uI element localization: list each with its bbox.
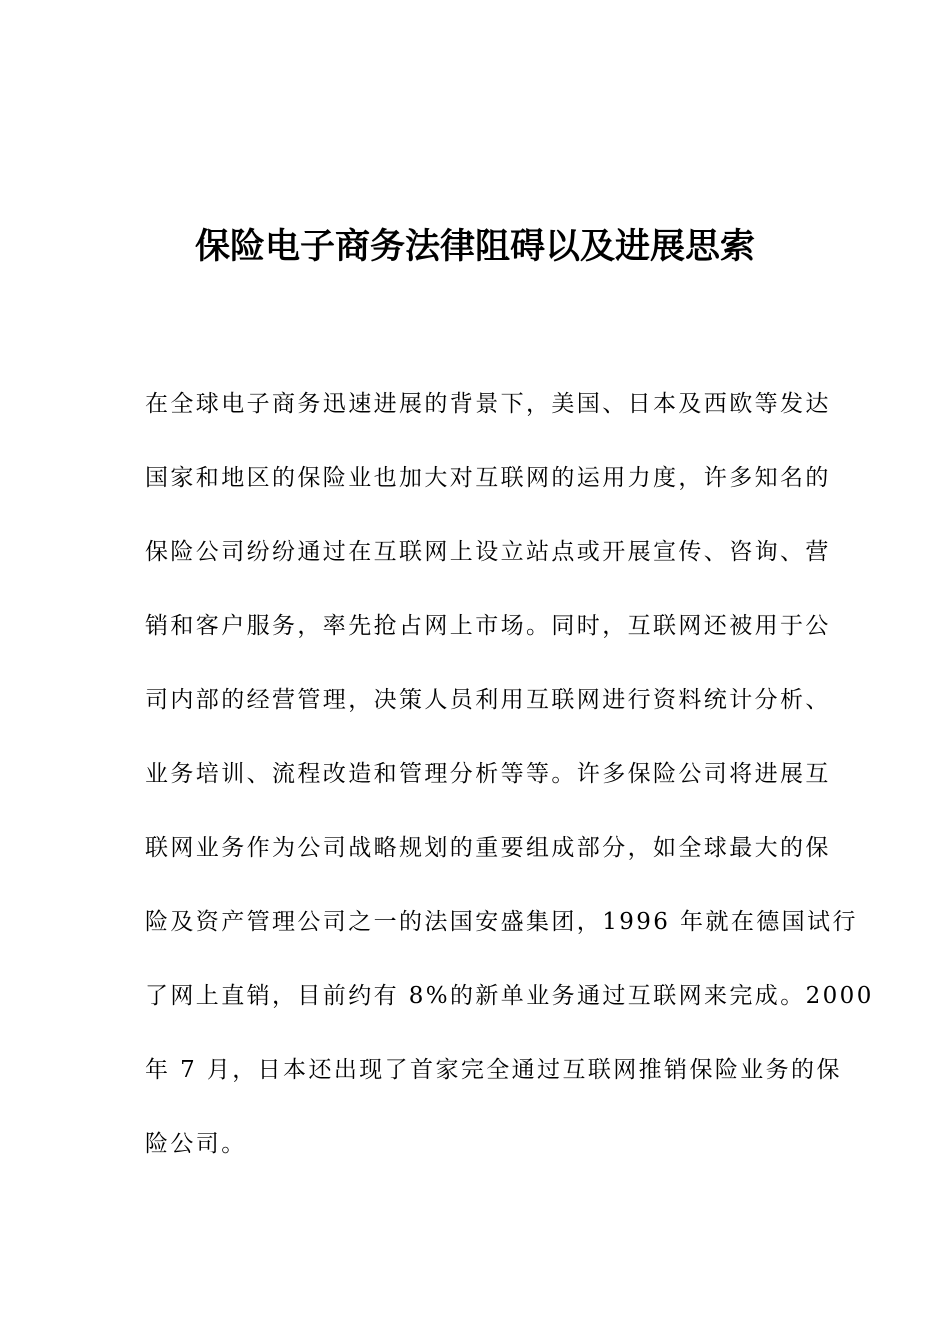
paragraph-line-11: 险公司。 [145, 1131, 247, 1157]
paragraph-line-3: 保险公司纷纷通过在互联网上设立站点或开展宣传、咨询、营 [145, 539, 831, 565]
paragraph-line-10: 年 7 月，日本还出现了首家完全通过互联网推销保险业务的保 [145, 1057, 842, 1083]
paragraph-line-1: 在全球电子商务迅速进展的背景下，美国、日本及西欧等发达 [145, 391, 831, 417]
paragraph-line-6: 业务培训、流程改造和管理分析等等。许多保险公司将进展互 [145, 761, 831, 787]
document-title: 保险电子商务法律阻碍以及进展思索 [194, 227, 755, 267]
paragraph-line-4: 销和客户服务，率先抢占网上市场。同时，互联网还被用于公 [145, 613, 831, 639]
paragraph-line-7: 联网业务作为公司战略规划的重要组成部分，如全球最大的保 [145, 835, 831, 861]
paragraph-line-5: 司内部的经营管理，决策人员利用互联网进行资料统计分析、 [145, 687, 831, 713]
paragraph-line-2: 国家和地区的保险业也加大对互联网的运用力度，许多知名的 [145, 465, 831, 491]
paragraph-line-8: 险及资产管理公司之一的法国安盛集团，1996 年就在德国试行 [145, 909, 858, 935]
document-paragraph [145, 384, 874, 1198]
paragraph-line-9: 了网上直销，目前约有 8%的新单业务通过互联网来完成。2000 [145, 983, 874, 1009]
